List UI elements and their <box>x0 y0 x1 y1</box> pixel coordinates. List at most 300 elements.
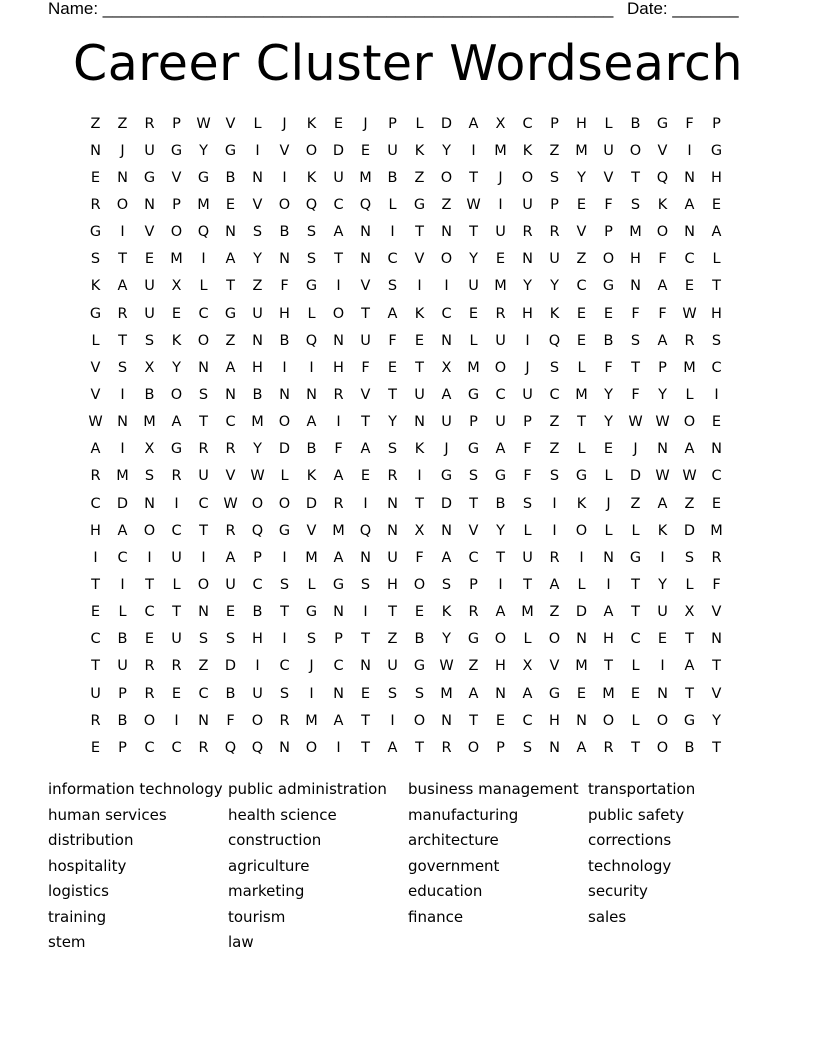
grid-letter[interactable]: C <box>252 576 263 593</box>
grid-letter[interactable]: U <box>360 332 371 349</box>
grid-letter[interactable]: U <box>333 169 344 186</box>
grid-letter[interactable]: C <box>144 739 155 756</box>
grid-letter[interactable]: N <box>441 712 452 729</box>
grid-letter[interactable]: L <box>199 278 208 295</box>
grid-letter[interactable]: O <box>656 712 669 729</box>
grid-letter[interactable]: C <box>225 414 236 431</box>
grid-letter[interactable]: A <box>684 196 695 213</box>
grid-letter[interactable]: H <box>252 359 263 376</box>
grid-letter[interactable]: S <box>252 224 263 241</box>
grid-letter[interactable]: F <box>604 359 613 376</box>
grid-letter[interactable]: Q <box>305 196 318 213</box>
grid-letter[interactable]: Z <box>90 115 101 132</box>
grid-letter[interactable]: N <box>360 658 371 675</box>
grid-letter[interactable]: U <box>171 549 182 566</box>
grid-letter[interactable]: J <box>444 441 449 458</box>
grid-letter[interactable]: K <box>414 441 425 458</box>
grid-letter[interactable]: T <box>415 739 424 756</box>
grid-letter[interactable]: K <box>306 115 317 132</box>
grid-letter[interactable]: P <box>523 414 532 431</box>
grid-letter[interactable]: H <box>252 631 263 648</box>
grid-letter[interactable]: F <box>388 332 397 349</box>
grid-letter[interactable]: Z <box>630 495 641 512</box>
grid-letter[interactable]: W <box>439 658 454 675</box>
grid-letter[interactable]: V <box>549 658 560 675</box>
grid-letter[interactable]: U <box>90 685 101 702</box>
grid-letter[interactable]: T <box>415 495 424 512</box>
grid-letter[interactable]: E <box>90 169 101 186</box>
grid-letter[interactable]: Z <box>414 169 425 186</box>
grid-letter[interactable]: L <box>712 251 721 268</box>
grid-letter[interactable]: S <box>549 169 560 186</box>
grid-letter[interactable]: V <box>657 142 668 159</box>
grid-letter[interactable]: V <box>711 685 722 702</box>
grid-letter[interactable]: A <box>657 278 668 295</box>
grid-letter[interactable]: G <box>629 549 642 566</box>
grid-letter[interactable]: I <box>93 549 98 566</box>
grid-letter[interactable]: F <box>361 359 370 376</box>
grid-letter[interactable]: O <box>656 224 669 241</box>
grid-letter[interactable]: T <box>334 251 343 268</box>
name-field[interactable]: Name: ______________________________________________________ <box>48 0 614 18</box>
grid-letter[interactable]: R <box>684 332 695 349</box>
grid-letter[interactable]: T <box>415 224 424 241</box>
grid-letter[interactable]: G <box>170 142 183 159</box>
grid-letter[interactable]: H <box>279 305 290 322</box>
grid-letter[interactable]: C <box>549 386 560 403</box>
grid-letter[interactable]: K <box>549 305 560 322</box>
grid-letter[interactable]: N <box>279 251 290 268</box>
grid-letter[interactable]: Y <box>253 441 262 458</box>
grid-letter[interactable]: O <box>602 251 615 268</box>
grid-letter[interactable]: E <box>657 631 668 648</box>
grid-letter[interactable]: V <box>576 224 587 241</box>
grid-letter[interactable]: T <box>118 251 127 268</box>
grid-letter[interactable]: M <box>143 414 156 431</box>
grid-letter[interactable]: T <box>388 604 397 621</box>
grid-letter[interactable]: F <box>631 305 640 322</box>
grid-letter[interactable]: Z <box>387 631 398 648</box>
grid-letter[interactable]: O <box>413 712 426 729</box>
grid-letter[interactable]: I <box>336 739 341 756</box>
grid-letter[interactable]: Z <box>684 495 695 512</box>
grid-letter[interactable]: X <box>171 278 182 295</box>
grid-letter[interactable]: A <box>117 278 128 295</box>
grid-letter[interactable]: C <box>711 359 722 376</box>
grid-letter[interactable]: C <box>117 549 128 566</box>
grid-letter[interactable]: N <box>549 739 560 756</box>
grid-letter[interactable]: P <box>604 224 613 241</box>
grid-letter[interactable]: I <box>687 142 692 159</box>
grid-letter[interactable]: C <box>495 386 506 403</box>
grid-letter[interactable]: N <box>360 549 371 566</box>
grid-letter[interactable]: I <box>417 278 422 295</box>
grid-letter[interactable]: M <box>467 359 480 376</box>
grid-letter[interactable]: X <box>144 359 155 376</box>
grid-letter[interactable]: W <box>628 414 643 431</box>
grid-letter[interactable]: M <box>197 196 210 213</box>
grid-letter[interactable]: S <box>441 576 452 593</box>
grid-letter[interactable]: U <box>441 414 452 431</box>
grid-letter[interactable]: Y <box>199 142 208 159</box>
grid-letter[interactable]: V <box>225 468 236 485</box>
grid-letter[interactable]: M <box>332 522 345 539</box>
grid-letter[interactable]: N <box>684 224 695 241</box>
grid-letter[interactable]: M <box>575 658 588 675</box>
grid-letter[interactable]: S <box>684 549 695 566</box>
grid-letter[interactable]: N <box>711 631 722 648</box>
grid-letter[interactable]: W <box>250 468 265 485</box>
grid-letter[interactable]: X <box>522 658 533 675</box>
grid-letter[interactable]: H <box>711 305 722 322</box>
grid-letter[interactable]: J <box>633 441 638 458</box>
grid-letter[interactable]: O <box>332 305 345 322</box>
grid-letter[interactable]: R <box>171 468 182 485</box>
grid-letter[interactable]: U <box>144 278 155 295</box>
grid-letter[interactable]: N <box>252 332 263 349</box>
grid-letter[interactable]: P <box>469 414 478 431</box>
grid-letter[interactable]: S <box>360 576 371 593</box>
grid-letter[interactable]: Y <box>658 386 667 403</box>
grid-letter[interactable]: P <box>253 549 262 566</box>
grid-letter[interactable]: T <box>388 386 397 403</box>
grid-letter[interactable]: A <box>495 604 506 621</box>
grid-letter[interactable]: E <box>360 142 371 159</box>
grid-letter[interactable]: I <box>417 468 422 485</box>
grid-letter[interactable]: K <box>657 522 668 539</box>
grid-letter[interactable]: R <box>117 305 128 322</box>
grid-letter[interactable]: A <box>711 224 722 241</box>
grid-letter[interactable]: N <box>414 414 425 431</box>
grid-letter[interactable]: Y <box>388 414 397 431</box>
grid-letter[interactable]: I <box>309 685 314 702</box>
grid-letter[interactable]: B <box>630 115 641 132</box>
grid-letter[interactable]: O <box>143 522 156 539</box>
grid-letter[interactable]: C <box>522 115 533 132</box>
grid-letter[interactable]: G <box>467 631 480 648</box>
grid-letter[interactable]: R <box>90 196 101 213</box>
grid-letter[interactable]: W <box>655 468 670 485</box>
grid-letter[interactable]: U <box>252 685 263 702</box>
grid-letter[interactable]: H <box>495 658 506 675</box>
grid-letter[interactable]: A <box>225 251 236 268</box>
grid-letter[interactable]: Y <box>577 169 586 186</box>
grid-letter[interactable]: T <box>712 278 721 295</box>
grid-letter[interactable]: E <box>603 441 614 458</box>
grid-letter[interactable]: C <box>684 251 695 268</box>
grid-letter[interactable]: E <box>144 631 155 648</box>
grid-letter[interactable]: U <box>252 305 263 322</box>
grid-letter[interactable]: C <box>144 604 155 621</box>
grid-letter[interactable]: M <box>116 468 129 485</box>
grid-letter[interactable]: R <box>90 468 101 485</box>
grid-letter[interactable]: S <box>279 685 290 702</box>
grid-letter[interactable]: V <box>360 386 371 403</box>
grid-letter[interactable]: N <box>360 224 371 241</box>
grid-letter[interactable]: I <box>363 604 368 621</box>
grid-letter[interactable]: G <box>332 576 345 593</box>
grid-letter[interactable]: K <box>522 142 533 159</box>
grid-letter[interactable]: C <box>198 685 209 702</box>
grid-letter[interactable]: K <box>576 495 587 512</box>
grid-letter[interactable]: O <box>602 712 615 729</box>
grid-letter[interactable]: Z <box>252 278 263 295</box>
grid-letter[interactable]: I <box>282 359 287 376</box>
grid-letter[interactable]: O <box>251 495 264 512</box>
grid-letter[interactable]: D <box>332 142 345 159</box>
grid-letter[interactable]: X <box>495 115 506 132</box>
grid-letter[interactable]: K <box>441 604 452 621</box>
grid-letter[interactable]: L <box>307 305 316 322</box>
grid-letter[interactable]: M <box>305 712 318 729</box>
grid-letter[interactable]: V <box>252 196 263 213</box>
grid-letter[interactable]: I <box>336 414 341 431</box>
grid-letter[interactable]: T <box>226 278 235 295</box>
grid-letter[interactable]: G <box>197 169 210 186</box>
grid-letter[interactable]: U <box>495 414 506 431</box>
grid-letter[interactable]: T <box>361 739 370 756</box>
grid-letter[interactable]: O <box>548 631 561 648</box>
grid-letter[interactable]: G <box>440 468 453 485</box>
grid-letter[interactable]: B <box>117 712 128 729</box>
grid-letter[interactable]: I <box>579 549 584 566</box>
grid-letter[interactable]: A <box>90 441 101 458</box>
grid-letter[interactable]: P <box>172 196 181 213</box>
grid-letter[interactable]: I <box>498 576 503 593</box>
grid-letter[interactable]: R <box>549 549 560 566</box>
grid-letter[interactable]: P <box>172 115 181 132</box>
grid-letter[interactable]: N <box>198 712 209 729</box>
grid-letter[interactable]: L <box>307 576 316 593</box>
grid-letter[interactable]: F <box>334 441 343 458</box>
grid-letter[interactable]: A <box>117 522 128 539</box>
grid-letter[interactable]: F <box>712 576 721 593</box>
grid-letter[interactable]: Z <box>549 414 560 431</box>
grid-letter[interactable]: M <box>521 604 534 621</box>
grid-letter[interactable]: R <box>522 224 533 241</box>
grid-letter[interactable]: G <box>602 278 615 295</box>
grid-letter[interactable]: V <box>603 169 614 186</box>
grid-letter[interactable]: L <box>172 576 181 593</box>
grid-letter[interactable]: A <box>171 414 182 431</box>
grid-letter[interactable]: A <box>306 414 317 431</box>
grid-letter[interactable]: W <box>196 115 211 132</box>
grid-letter[interactable]: T <box>91 576 100 593</box>
grid-letter[interactable]: C <box>279 658 290 675</box>
grid-letter[interactable]: N <box>360 251 371 268</box>
grid-letter[interactable]: U <box>522 196 533 213</box>
grid-letter[interactable]: I <box>174 712 179 729</box>
grid-letter[interactable]: K <box>414 142 425 159</box>
grid-letter[interactable]: I <box>525 332 530 349</box>
grid-letter[interactable]: L <box>577 359 586 376</box>
grid-letter[interactable]: D <box>116 495 129 512</box>
grid-letter[interactable]: T <box>118 332 127 349</box>
grid-letter[interactable]: A <box>468 115 479 132</box>
grid-letter[interactable]: N <box>333 332 344 349</box>
grid-letter[interactable]: F <box>685 115 694 132</box>
grid-letter[interactable]: T <box>199 414 208 431</box>
grid-letter[interactable]: A <box>468 685 479 702</box>
grid-letter[interactable]: O <box>170 386 183 403</box>
grid-letter[interactable]: E <box>90 604 101 621</box>
grid-letter[interactable]: N <box>225 386 236 403</box>
grid-letter[interactable]: R <box>333 386 344 403</box>
grid-letter[interactable]: U <box>117 658 128 675</box>
grid-letter[interactable]: R <box>171 658 182 675</box>
grid-letter[interactable]: N <box>117 169 128 186</box>
grid-letter[interactable]: E <box>603 305 614 322</box>
date-field[interactable]: Date: _______ <box>627 0 739 18</box>
grid-letter[interactable]: A <box>333 712 344 729</box>
grid-letter[interactable]: D <box>683 522 696 539</box>
grid-letter[interactable]: S <box>387 685 398 702</box>
grid-letter[interactable]: C <box>576 278 587 295</box>
grid-letter[interactable]: M <box>359 169 372 186</box>
grid-letter[interactable]: I <box>444 278 449 295</box>
grid-letter[interactable]: L <box>253 115 262 132</box>
grid-letter[interactable]: N <box>333 604 344 621</box>
grid-letter[interactable]: R <box>144 685 155 702</box>
grid-letter[interactable]: G <box>413 658 426 675</box>
grid-letter[interactable]: I <box>255 658 260 675</box>
grid-letter[interactable]: N <box>387 495 398 512</box>
grid-letter[interactable]: H <box>603 631 614 648</box>
grid-letter[interactable]: S <box>549 468 560 485</box>
grid-letter[interactable]: N <box>441 522 452 539</box>
grid-letter[interactable]: H <box>522 305 533 322</box>
grid-letter[interactable]: U <box>603 142 614 159</box>
grid-letter[interactable]: I <box>282 549 287 566</box>
grid-letter[interactable]: G <box>305 604 318 621</box>
grid-letter[interactable]: S <box>549 359 560 376</box>
grid-letter[interactable]: C <box>90 631 101 648</box>
grid-letter[interactable]: T <box>631 169 640 186</box>
grid-letter[interactable]: C <box>171 522 182 539</box>
grid-letter[interactable]: V <box>468 522 479 539</box>
grid-letter[interactable]: U <box>144 305 155 322</box>
grid-letter[interactable]: J <box>498 169 503 186</box>
grid-letter[interactable]: U <box>495 224 506 241</box>
grid-letter[interactable]: A <box>603 604 614 621</box>
grid-letter[interactable]: N <box>117 414 128 431</box>
grid-letter[interactable]: S <box>468 468 479 485</box>
grid-letter[interactable]: C <box>387 251 398 268</box>
grid-letter[interactable]: Y <box>469 251 478 268</box>
grid-letter[interactable]: B <box>306 441 317 458</box>
grid-letter[interactable]: S <box>387 278 398 295</box>
grid-letter[interactable]: T <box>685 685 694 702</box>
grid-letter[interactable]: M <box>440 685 453 702</box>
grid-letter[interactable]: P <box>712 115 721 132</box>
grid-letter[interactable]: F <box>523 441 532 458</box>
grid-letter[interactable]: L <box>91 332 100 349</box>
grid-letter[interactable]: F <box>523 468 532 485</box>
grid-letter[interactable]: T <box>469 224 478 241</box>
grid-letter[interactable]: K <box>171 332 182 349</box>
grid-letter[interactable]: A <box>441 549 452 566</box>
grid-letter[interactable]: B <box>144 386 155 403</box>
grid-letter[interactable]: N <box>657 441 668 458</box>
grid-letter[interactable]: S <box>198 631 209 648</box>
grid-letter[interactable]: J <box>309 658 314 675</box>
grid-letter[interactable]: Y <box>604 386 613 403</box>
grid-letter[interactable]: B <box>603 332 614 349</box>
grid-letter[interactable]: V <box>306 522 317 539</box>
grid-letter[interactable]: R <box>198 739 209 756</box>
grid-letter[interactable]: L <box>577 441 586 458</box>
grid-letter[interactable]: L <box>685 576 694 593</box>
grid-letter[interactable]: N <box>144 196 155 213</box>
grid-letter[interactable]: N <box>90 142 101 159</box>
grid-letter[interactable]: E <box>468 305 479 322</box>
grid-letter[interactable]: P <box>496 739 505 756</box>
grid-letter[interactable]: I <box>471 142 476 159</box>
grid-letter[interactable]: H <box>630 251 641 268</box>
grid-letter[interactable]: U <box>522 549 533 566</box>
grid-letter[interactable]: S <box>630 332 641 349</box>
grid-letter[interactable]: L <box>604 115 613 132</box>
grid-letter[interactable]: P <box>550 196 559 213</box>
grid-letter[interactable]: F <box>658 305 667 322</box>
grid-letter[interactable]: T <box>199 522 208 539</box>
grid-letter[interactable]: R <box>441 739 452 756</box>
grid-letter[interactable]: C <box>630 631 641 648</box>
grid-letter[interactable]: U <box>657 604 668 621</box>
grid-letter[interactable]: I <box>147 549 152 566</box>
grid-letter[interactable]: Y <box>253 251 262 268</box>
grid-letter[interactable]: T <box>469 495 478 512</box>
grid-letter[interactable]: Y <box>604 414 613 431</box>
grid-letter[interactable]: C <box>468 549 479 566</box>
grid-letter[interactable]: F <box>631 386 640 403</box>
grid-letter[interactable]: M <box>170 251 183 268</box>
grid-letter[interactable]: R <box>144 658 155 675</box>
grid-letter[interactable]: A <box>333 468 344 485</box>
grid-letter[interactable]: T <box>631 739 640 756</box>
grid-letter[interactable]: W <box>88 414 103 431</box>
grid-letter[interactable]: S <box>90 251 101 268</box>
grid-letter[interactable]: C <box>522 712 533 729</box>
grid-letter[interactable]: H <box>90 522 101 539</box>
grid-letter[interactable]: J <box>120 142 125 159</box>
grid-letter[interactable]: A <box>360 441 371 458</box>
grid-letter[interactable]: A <box>657 332 668 349</box>
grid-letter[interactable]: K <box>90 278 101 295</box>
grid-letter[interactable]: E <box>333 115 344 132</box>
grid-letter[interactable]: M <box>251 414 264 431</box>
grid-letter[interactable]: R <box>333 495 344 512</box>
grid-letter[interactable]: P <box>469 576 478 593</box>
grid-letter[interactable]: N <box>333 685 344 702</box>
grid-letter[interactable]: L <box>685 386 694 403</box>
grid-letter[interactable]: G <box>89 224 102 241</box>
grid-letter[interactable]: I <box>120 441 125 458</box>
grid-letter[interactable]: R <box>90 712 101 729</box>
grid-letter[interactable]: Q <box>359 196 372 213</box>
grid-letter[interactable]: I <box>363 495 368 512</box>
grid-letter[interactable]: C <box>198 305 209 322</box>
grid-letter[interactable]: E <box>225 604 236 621</box>
grid-letter[interactable]: T <box>145 576 154 593</box>
grid-letter[interactable]: X <box>414 522 425 539</box>
grid-letter[interactable]: N <box>684 169 695 186</box>
grid-letter[interactable]: P <box>334 631 343 648</box>
grid-letter[interactable]: U <box>387 142 398 159</box>
grid-letter[interactable]: L <box>577 576 586 593</box>
grid-letter[interactable]: T <box>361 631 370 648</box>
grid-letter[interactable]: O <box>521 169 534 186</box>
